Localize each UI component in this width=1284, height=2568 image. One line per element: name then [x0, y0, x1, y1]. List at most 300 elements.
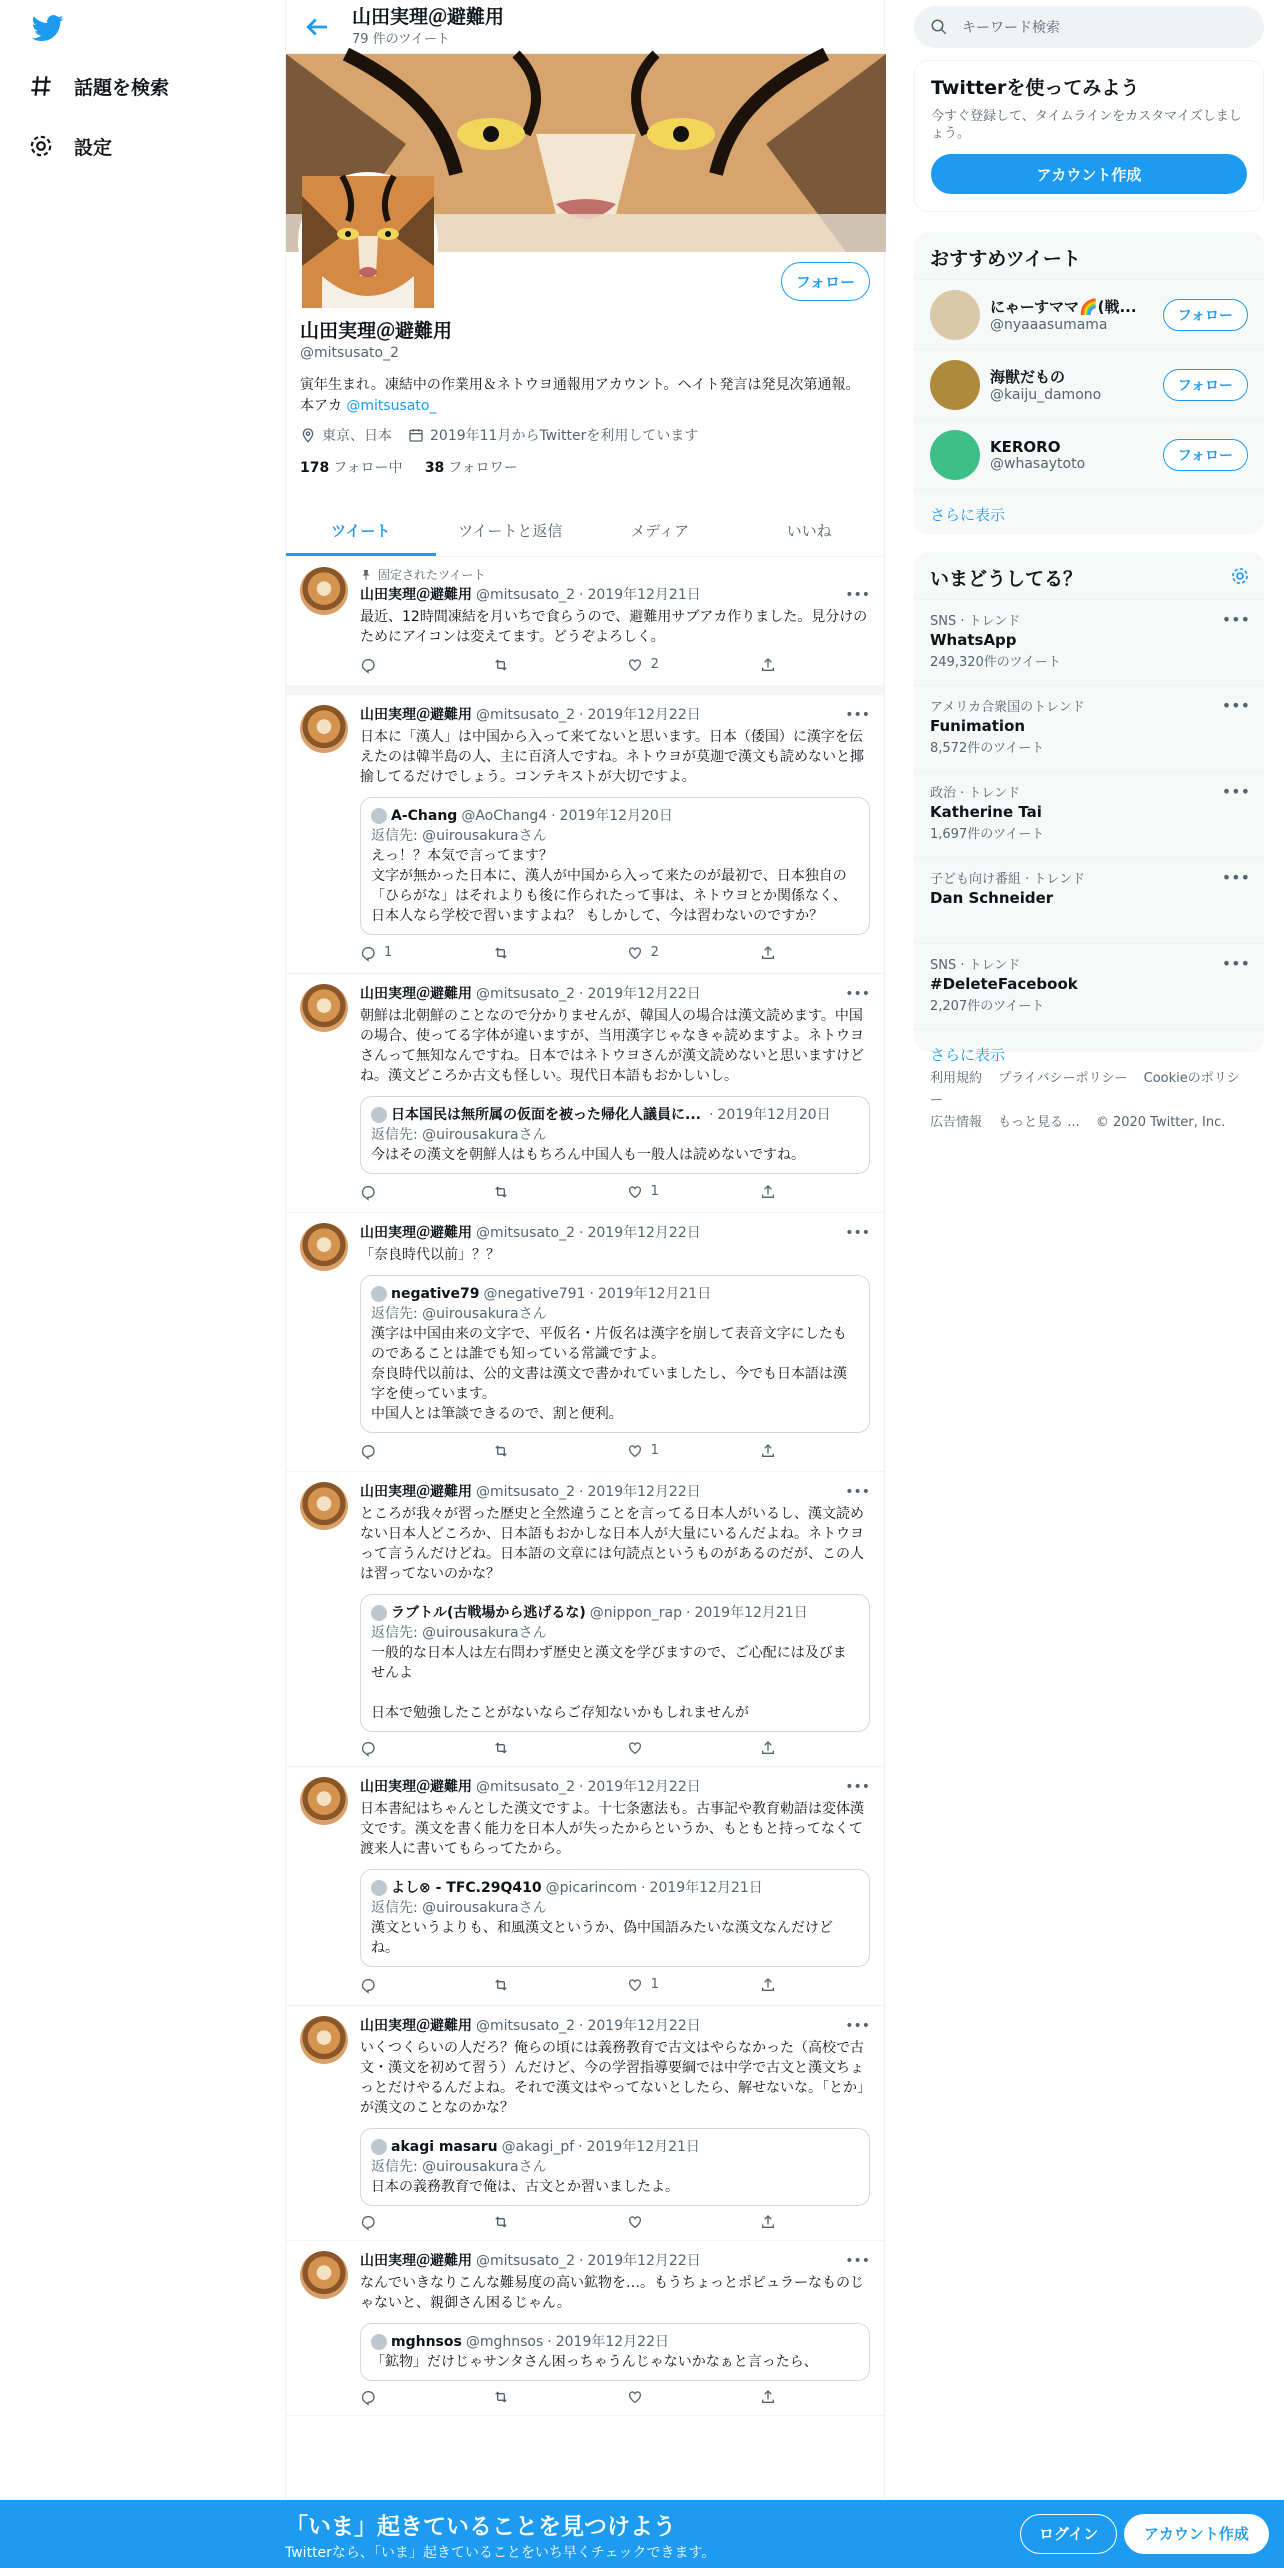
tweet-actions [360, 2214, 800, 2230]
profile-name: 山田実理＠避難用 [300, 320, 453, 342]
like-button[interactable] [627, 1975, 667, 1995]
quoted-author-name: akagi masaru [391, 2139, 498, 2155]
tweet-text: 最近、12時間凍結を月いちで食らうので、避難用サブアカ作りました。見分けのためにアイコンは変えてます。どうぞよろしく。 [360, 609, 868, 645]
reply-icon [360, 1977, 376, 1993]
tweet-separator: · [579, 1484, 584, 1500]
trend-count: 249,320件のツイート [930, 655, 1061, 670]
quoted-reply-to: 返信先: @uirousakuraさん [371, 1900, 547, 1916]
join-title: Twitterを使ってみよう [931, 77, 1140, 99]
join-date [408, 425, 698, 445]
trend-item[interactable] [914, 943, 1264, 1029]
trends-card [914, 552, 1264, 1064]
reply-button[interactable] [360, 655, 400, 675]
like-count: 1 [650, 1184, 659, 1199]
tiger-avatar-image [302, 176, 434, 308]
nav-explore[interactable] [28, 66, 169, 106]
retweet-button[interactable] [493, 2389, 533, 2405]
footer-terms[interactable]: 利用規約 [930, 1071, 983, 1086]
back-arrow-icon[interactable] [302, 12, 332, 42]
retweet-icon [493, 1977, 509, 1993]
profile-meta [300, 425, 870, 445]
tweet-date[interactable]: 2019年12月22日 [587, 986, 701, 1002]
retweet-button[interactable] [493, 655, 533, 675]
quoted-date: 2019年12月22日 [555, 2334, 669, 2350]
trend-category: 子ども向け番組 · トレンド [930, 872, 1086, 887]
more-options-icon[interactable]: ••• [845, 707, 870, 723]
settings-gear-icon[interactable] [1230, 566, 1250, 586]
tweet-date[interactable]: 2019年12月22日 [587, 2018, 701, 2034]
trend-name: Katherine Tai [930, 803, 1042, 821]
join-date-text: 2019年11月からTwitterを利用しています [430, 428, 699, 444]
tweet-author-name[interactable]: 山田実理＠避難用 [360, 986, 472, 1002]
tab-tweets[interactable]: ツイート [286, 505, 436, 556]
share-icon [760, 1184, 776, 1200]
gear-icon [28, 133, 54, 159]
recommended-follow-button[interactable]: フォロー [1163, 369, 1248, 401]
tweet[interactable] [286, 2006, 884, 2241]
search-icon [930, 18, 948, 36]
reply-icon [360, 1740, 376, 1756]
tweet-actions [360, 943, 800, 963]
like-button[interactable] [627, 2389, 667, 2405]
tweet-author-handle: @mitsusato_2 [476, 1484, 576, 1500]
tweet-date[interactable]: 2019年12月22日 [587, 2253, 701, 2269]
quoted-text: 漢字は中国由来の文字で、平仮名・片仮名は漢字を崩して表音文字にしたものであることは誰でも知っている常識ですよ。 奈良時代以前は、公的文書は漢文で書かれていましたし、今でも日本語は漢字を使っています。 中国人とは筆談できるので、割と便利。 [371, 1326, 847, 1422]
quoted-avatar [371, 2139, 387, 2155]
trend-name: Dan Schneider [930, 889, 1054, 907]
trend-item[interactable] [914, 857, 1264, 943]
retweet-icon [493, 2389, 509, 2405]
tweet-text: 日本に「漢人」は中国から入って来てないと思います。日本（倭国）に漢字を伝えたのは韓半島の人、主に百済人ですね。ネトウヨが莫迦で漢文も読めないと揶揄してるだけでしょう。コンテキストが大切ですよ。 [360, 729, 864, 785]
quoted-date: 2019年12月21日 [694, 1605, 808, 1621]
trend-item[interactable] [914, 771, 1264, 857]
tweet-author-name[interactable]: 山田実理＠避難用 [360, 2253, 472, 2269]
banner-subtitle: Twitterなら、「いま」起きていることをいち早くチェックできます。 [285, 2545, 716, 2561]
bio-line-2 [300, 396, 870, 417]
trend-count: 2,207件のツイート [930, 999, 1045, 1014]
reply-button[interactable] [360, 1182, 400, 1202]
location [300, 425, 392, 445]
profile-info [300, 316, 870, 477]
recommended-avatar[interactable] [930, 290, 980, 340]
like-count: 2 [650, 945, 659, 960]
quoted-reply-to: 返信先: @uirousakuraさん [371, 1306, 547, 1322]
profile-header [286, 0, 884, 54]
login-button[interactable]: ログイン [1020, 2514, 1117, 2554]
trend-category: SNS · トレンド [930, 614, 1021, 629]
heart-icon [627, 2389, 643, 2405]
tweet-header [360, 1777, 870, 1797]
tweet-text: なんでいきなりこんな難易度の高い鉱物を…。もうちょっとポピュラーなものじゃないと、親御さん困るじゃん。 [360, 2275, 864, 2311]
reply-icon [360, 657, 376, 673]
tweet[interactable] [286, 695, 884, 974]
tweet-actions [360, 655, 800, 675]
quoted-text: 「鉱物」だけじゃサンタさん困っちゃうんじゃないかなぁと言ったら、 [371, 2354, 818, 2370]
tweet-avatar[interactable] [300, 1482, 348, 1530]
tweet-text: いくつくらいの人だろ？俺らの頃には義務教育で古文はやらなかった（高校で古文・漢文を初めて習う）んだけど、今の学習指導要綱では中学で古文と漢文ちょっとだけやるんだよね。それで漢文はやってないとしたら、解せないな。「とか」が漢文のことなのかな？ [360, 2040, 864, 2116]
reply-icon [360, 1184, 376, 1200]
share-icon [760, 1977, 776, 1993]
quoted-author-handle: @mghnsos [465, 2334, 544, 2350]
recommended-handle: @nyaaasumama [990, 317, 1108, 333]
tab-likes[interactable]: いいね [786, 522, 832, 540]
tweet-avatar[interactable] [300, 1223, 348, 1271]
heart-icon [627, 2214, 643, 2230]
tweet-avatar[interactable] [300, 984, 348, 1032]
quoted-header [371, 1603, 859, 1623]
quoted-tweet[interactable] [360, 2323, 870, 2381]
recommended-follow-button[interactable]: フォロー [1163, 299, 1248, 331]
quoted-avatar [371, 1107, 387, 1123]
like-button[interactable] [627, 655, 667, 675]
recommended-name: KERORO [990, 437, 1061, 456]
quoted-separator: · [578, 2139, 583, 2155]
tweet-text: 朝鮮は北朝鮮のことなので分かりませんが、韓国人の場合は漢文読めます。中国の場合、使ってる字体が違いますが、当用漢字じゃなきゃ読めますよ。ネトウヨさんって無知なんですね。日本ではネトウヨさんが漢文読めないと思いますけどね。漢文どころか古文も怪しい。現代日本語もおかしいし。 [360, 1008, 864, 1084]
quoted-reply-to: 返信先: @uirousakuraさん [371, 2159, 547, 2175]
nav-explore-label: 話題を検索 [74, 76, 170, 99]
share-icon [760, 657, 776, 673]
quoted-author-handle: @negative791 [483, 1286, 586, 1302]
bio-line-1: 寅年生まれ。凍結中の作業用＆ネトウヨ通報用アカウント。ヘイト発言は発見次第通報。 [300, 377, 860, 393]
tweet-author-handle: @mitsusato_2 [476, 587, 576, 603]
retweet-icon [493, 657, 509, 673]
tweet-header [360, 1223, 870, 1243]
profile-avatar[interactable] [298, 172, 438, 312]
following-link[interactable] [300, 460, 403, 476]
quoted-author-handle: @nippon_rap [589, 1605, 682, 1621]
header-tweet-count: 79 件のツイート [352, 32, 450, 47]
recommended-avatar[interactable] [930, 430, 980, 480]
trend-category: SNS · トレンド [930, 958, 1021, 973]
quoted-reply-to: 返信先: @uirousakuraさん [371, 828, 547, 844]
quoted-date: 2019年12月20日 [717, 1107, 831, 1123]
footer-links [930, 1068, 1250, 1134]
follow-counts [300, 457, 870, 477]
footer-copyright: © 2020 Twitter, Inc. [1095, 1115, 1226, 1130]
heart-icon [627, 1184, 643, 1200]
trend-name: #DeleteFacebook [930, 975, 1078, 993]
retweet-button[interactable] [493, 2214, 533, 2230]
quoted-separator: · [547, 2334, 552, 2350]
quoted-author-name: mghnsos [391, 2334, 462, 2350]
tweet[interactable] [286, 1213, 884, 1472]
share-button[interactable] [760, 655, 800, 675]
create-account-button[interactable]: アカウント作成 [931, 154, 1247, 194]
quoted-tweet[interactable] [360, 797, 870, 935]
recommended-handle: @whasaytoto [990, 455, 1086, 472]
tweet[interactable] [286, 557, 884, 695]
footer-privacy[interactable]: プライバシーポリシー [998, 1071, 1128, 1086]
reply-icon [360, 2389, 376, 2405]
reply-button[interactable] [360, 1740, 400, 1756]
profile-tabs [286, 505, 884, 557]
quoted-header [371, 806, 859, 826]
reply-button[interactable] [360, 2389, 400, 2405]
followers-count: 38 [424, 460, 445, 476]
follow-button[interactable]: フォロー [781, 262, 870, 301]
retweet-button[interactable] [493, 1740, 533, 1756]
quoted-header [371, 1878, 859, 1898]
retweet-icon [493, 1443, 509, 1459]
quoted-separator: · [641, 1880, 646, 1896]
quoted-header [371, 2332, 859, 2352]
followers-label: フォロワー [448, 460, 518, 476]
tweet-separator: · [579, 986, 584, 1002]
share-icon [760, 2214, 776, 2230]
tab-media[interactable]: メディア [630, 522, 690, 540]
search-input[interactable]: キーワード検索 [962, 20, 1060, 36]
signup-button[interactable]: アカウント作成 [1124, 2514, 1269, 2554]
location-pin-icon [300, 427, 316, 443]
quoted-tweet[interactable] [360, 1869, 870, 1967]
share-button[interactable] [760, 943, 800, 963]
like-count: 1 [650, 1443, 659, 1458]
tweet[interactable] [286, 974, 884, 1213]
quoted-tweet[interactable] [360, 2128, 870, 2206]
heart-icon [627, 1740, 643, 1756]
tweet-separator: · [579, 1225, 584, 1241]
tweet-author-name[interactable]: 山田実理＠避難用 [360, 707, 472, 723]
trend-more-icon[interactable]: ••• [1221, 610, 1250, 629]
retweet-icon [493, 1184, 509, 1200]
tweet[interactable] [286, 2241, 884, 2416]
pinned-label: 固定されたツイート [378, 568, 486, 582]
quoted-separator: · [551, 808, 556, 824]
tweet[interactable] [286, 1767, 884, 2006]
quoted-tweet[interactable] [360, 1275, 870, 1433]
search-bar[interactable] [914, 6, 1264, 48]
tweet-author-name[interactable]: 山田実理＠避難用 [360, 1779, 472, 1795]
share-button[interactable] [760, 1740, 800, 1756]
trends-title-text: いまどうしてる？ [930, 568, 1083, 590]
tweet-actions [360, 1182, 800, 1202]
heart-icon [627, 1443, 643, 1459]
tweet-separator: · [579, 587, 584, 603]
more-options-icon[interactable]: ••• [845, 2018, 870, 2034]
reply-count: 1 [384, 945, 393, 960]
tweet-author-handle: @mitsusato_2 [476, 2018, 576, 2034]
quoted-author-name: よし⊗ - TFC.29Q410 [391, 1880, 542, 1896]
quoted-avatar [371, 808, 387, 824]
profile-bio [300, 375, 870, 417]
share-button[interactable] [760, 1441, 800, 1461]
tweet-actions [360, 1975, 800, 1995]
quoted-tweet[interactable] [360, 1594, 870, 1732]
retweet-button[interactable] [493, 1975, 533, 1995]
quoted-date: 2019年12月21日 [649, 1880, 763, 1896]
calendar-icon [408, 427, 424, 443]
tweet[interactable] [286, 1472, 884, 1767]
tweet-author-handle: @mitsusato_2 [476, 2253, 576, 2269]
footer-cookies[interactable]: Cookieのポリシー [930, 1071, 1240, 1108]
reply-icon [360, 1443, 376, 1459]
more-options-icon[interactable]: ••• [845, 2253, 870, 2269]
tweet-text: 日本書紀はちゃんとした漢文ですよ。十七条憲法も。古事記や教育勅語は変体漢文です。漢文を書く能力を日本人が失ったからというか、もともと持ってなくて渡来人に書いてもらってたから。 [360, 1801, 864, 1857]
tweet-author-name[interactable]: 山田実理＠避難用 [360, 587, 472, 603]
tweet-header [360, 705, 870, 725]
share-icon [760, 1740, 776, 1756]
quoted-reply-to: 返信先: @uirousakuraさん [371, 1625, 547, 1641]
quoted-author-handle: @AoChang4 [461, 808, 548, 824]
tweet-avatar[interactable] [300, 1777, 348, 1825]
retweet-button[interactable] [493, 1441, 533, 1461]
profile-column [285, 0, 885, 2568]
recommended-account[interactable] [914, 279, 1264, 349]
followers-link[interactable] [425, 460, 518, 476]
quoted-separator: · [589, 1286, 594, 1302]
trend-more-icon[interactable]: ••• [1221, 696, 1250, 715]
heart-icon [627, 945, 643, 961]
quoted-header [371, 1284, 859, 1304]
tweet-date[interactable]: 2019年12月22日 [587, 1779, 701, 1795]
quoted-avatar [371, 1605, 387, 1621]
tweet-date[interactable]: 2019年12月22日 [587, 1484, 701, 1500]
tweet-author-name[interactable]: 山田実理＠避難用 [360, 1225, 472, 1241]
header-name: 山田実理＠避難用 [352, 6, 505, 28]
quoted-date: 2019年12月20日 [559, 808, 673, 824]
quoted-text: えっ！？本気で言ってます？ 文字が無かった日本に、漢人が中国から入って来たのが最初で、日本独自の「ひらがな」はそれよりも後に作られたって事は、ネトウヨとか関係なく、日本人なら学校で習いますよね？ もしかして、今は習わないのですか？ [371, 848, 847, 924]
tweet-date[interactable]: 2019年12月21日 [587, 587, 701, 603]
twitter-logo-icon[interactable] [28, 12, 68, 44]
like-button[interactable] [627, 1740, 667, 1756]
quoted-text: 今はその漢文を朝鮮人はもちろん中国人も一般人は読めないですね。 [371, 1147, 805, 1163]
quoted-author-name: ラブトル(古戦場から逃げるな) [391, 1605, 586, 1621]
more-options-icon[interactable]: ••• [845, 986, 870, 1002]
join-card [914, 60, 1264, 212]
footer-ads[interactable]: 広告情報 [930, 1115, 983, 1130]
pin-icon [360, 569, 372, 581]
trend-count: 1,697件のツイート [930, 827, 1045, 842]
retweet-icon [493, 1740, 509, 1756]
tweet-text: 「奈良時代以前」？？ [360, 1247, 500, 1263]
tweet-author-name[interactable]: 山田実理＠避難用 [360, 2018, 472, 2034]
bio-link[interactable]: @mitsusato_ [346, 398, 437, 414]
quoted-text: 一般的な日本人は左右問わず歴史と漢文を学びますので、ご心配には及びませんよ 日本で勉強したことがないならご存知ないかもしれませんが [371, 1645, 847, 1721]
share-button[interactable] [760, 1975, 800, 1995]
share-button[interactable] [760, 2214, 800, 2230]
trend-more-icon[interactable]: ••• [1221, 954, 1250, 973]
quoted-avatar [371, 2334, 387, 2350]
like-count: 2 [650, 657, 659, 672]
reply-icon [360, 2214, 376, 2230]
recommended-account[interactable] [914, 349, 1264, 419]
banner-title: 「いま」起きていることを見つけよう [285, 2514, 676, 2540]
like-button[interactable] [627, 1441, 667, 1461]
tweet-author-handle: @mitsusato_2 [476, 1779, 576, 1795]
trends-list [914, 599, 1264, 1029]
trend-category: 政治 · トレンド [930, 786, 1021, 801]
tweet-date[interactable]: 2019年12月22日 [587, 1225, 701, 1241]
share-button[interactable] [760, 1182, 800, 1202]
trends-show-more[interactable]: さらに表示 [914, 1029, 1264, 1079]
quoted-date: 2019年12月21日 [586, 2139, 700, 2155]
like-button[interactable] [627, 1182, 667, 1202]
recommended-card [914, 232, 1264, 534]
tab-tweets-replies[interactable]: ツイートと返信 [458, 522, 563, 540]
like-button[interactable] [627, 943, 667, 963]
tweet-avatar[interactable] [300, 2016, 348, 2064]
nav-settings[interactable] [28, 126, 112, 166]
reply-button[interactable] [360, 1441, 400, 1461]
quoted-header [371, 1105, 859, 1125]
tweet-header [360, 1482, 870, 1502]
tweet-author-handle: @mitsusato_2 [476, 986, 576, 1002]
recommended-name: 海獣だもの [990, 368, 1066, 386]
recommended-name: にゃーすママ🌈(戦... [990, 298, 1137, 316]
recommended-account[interactable] [914, 419, 1264, 489]
more-options-icon[interactable]: ••• [845, 1484, 870, 1500]
recommended-title: おすすめツイート [930, 248, 1081, 270]
reply-button[interactable] [360, 943, 400, 963]
quoted-header [371, 2137, 859, 2157]
recommended-show-more[interactable]: さらに表示 [914, 489, 1264, 539]
following-label: フォロー中 [333, 460, 403, 476]
join-subtitle: 今すぐ登録して、タイムラインをカスタマイズしましょう。 [931, 109, 1242, 141]
reply-button[interactable] [360, 1975, 400, 1995]
trend-item[interactable] [914, 685, 1264, 771]
more-options-icon[interactable]: ••• [845, 1225, 870, 1241]
quoted-author-handle: @picarincom [545, 1880, 638, 1896]
recommended-follow-button[interactable]: フォロー [1163, 439, 1248, 471]
profile-handle: @mitsusato_2 [300, 345, 400, 361]
location-text: 東京、日本 [322, 428, 392, 444]
tweet-header [360, 585, 870, 605]
reply-icon [360, 945, 376, 961]
quoted-avatar [371, 1880, 387, 1896]
tweet-avatar[interactable] [300, 2251, 348, 2299]
share-icon [760, 1443, 776, 1459]
heart-icon [627, 1977, 643, 1993]
tweet-timeline [286, 557, 884, 2416]
quoted-tweet[interactable] [360, 1096, 870, 1174]
bio-prefix: 本アカ [300, 398, 342, 414]
recommended-avatar[interactable] [930, 360, 980, 410]
following-count: 178 [300, 460, 330, 476]
more-options-icon[interactable]: ••• [845, 587, 870, 603]
quoted-author-name: negative79 [391, 1286, 480, 1302]
trend-more-icon[interactable]: ••• [1221, 782, 1250, 801]
like-count: 1 [650, 1977, 659, 1992]
tweet-actions [360, 1441, 800, 1461]
tweet-separator: · [579, 707, 584, 723]
tweet-avatar[interactable] [300, 705, 348, 753]
tweet-separator: · [579, 2253, 584, 2269]
tweet-text: ところが我々が習った歴史と全然違うことを言ってる日本人がいるし、漢文読めない日本人どころか、日本語もおかしな日本人が大量にいるんだよね。ネトウヨって言うんだけどね。日本語の文章には句読点というものがあるのだが、この人は習ってないのかな？ [360, 1506, 864, 1582]
more-options-icon[interactable]: ••• [845, 1779, 870, 1795]
quoted-avatar [371, 1286, 387, 1302]
tweet-date[interactable]: 2019年12月22日 [587, 707, 701, 723]
tweet-avatar[interactable] [300, 567, 348, 615]
tweet-author-handle: @mitsusato_2 [476, 707, 576, 723]
share-icon [760, 945, 776, 961]
tweet-header [360, 984, 870, 1004]
tweet-header [360, 2016, 870, 2036]
footer-more[interactable]: もっと見る ... [998, 1115, 1080, 1130]
trend-more-icon[interactable]: ••• [1221, 868, 1250, 887]
tweet-separator: · [579, 1779, 584, 1795]
like-button[interactable] [627, 2214, 667, 2230]
tweet-author-handle: @mitsusato_2 [476, 1225, 576, 1241]
tweet-actions [360, 2389, 800, 2405]
reply-button[interactable] [360, 2214, 400, 2230]
trend-item[interactable] [914, 599, 1264, 685]
retweet-icon [493, 2214, 509, 2230]
share-button[interactable] [760, 2389, 800, 2405]
tweet-author-name[interactable]: 山田実理＠避難用 [360, 1484, 472, 1500]
retweet-button[interactable] [493, 943, 533, 963]
retweet-button[interactable] [493, 1182, 533, 1202]
tweet-actions [360, 1740, 800, 1756]
